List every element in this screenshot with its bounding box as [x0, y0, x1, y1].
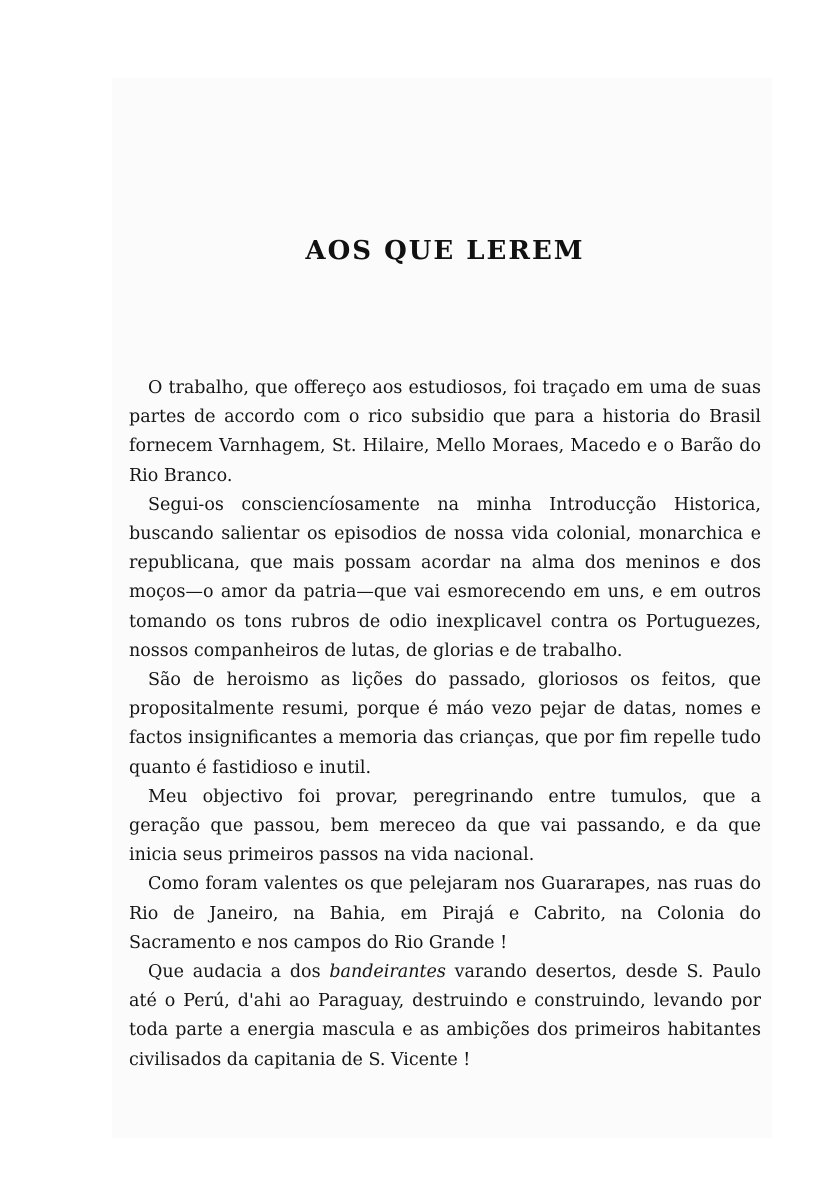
body-text: [129, 374, 761, 1075]
paragraph-6: [129, 958, 761, 1075]
paragraph-5: Como foram valentes os que pelejaram nos Guararapes, nas ruas do Rio de Janeiro, na Bahia, em Pirajá e Cabrito, na Colonia do Sacramento e nos campos do Rio Grande !: [129, 874, 761, 953]
paragraph-1: O trabalho, que offereço aos estudiosos, foi traçado em uma de suas partes de accordo com o rico subsidio que para a historia do Brasil fornecem Varnhagem, St. Hilaire, Mello Moraes, Macedo e o Barão do Rio Branco.: [129, 378, 761, 486]
paragraph-6-end: varando desertos, desde S. Paulo até o Perú, d'ahi ao Paraguay, destruindo e construindo, levando por toda parte a energia mascula e as ambições dos primeiros habitantes civilisados da capitania de S. Vicente !: [129, 962, 761, 1070]
paragraph-6-start: Que audacia a dos: [148, 962, 330, 983]
paragraph-3: São de heroismo as lições do passado, gloriosos os feitos, que propositalmente resumi, porque é máo vezo pejar de datas, nomes e factos insignificantes a memoria das crianças, que por fim repelle tudo quanto é fastidioso e inutil.: [129, 670, 761, 778]
page-title: AOS QUE LEREM: [305, 236, 585, 266]
paragraph-6-italic-word: bandeirantes: [329, 962, 446, 983]
paragraph-2: Segui-os consciencíosamente na minha Introducção Historica, buscando salientar os episodios de nossa vida colonial, monarchica e republicana, que mais possam acordar na alma dos meninos e dos moços—o amor da patria—que vai esmorecendo em uns, e em outros tomando os tons rubros de odio inexplicavel contra os Portuguezes, nossos companheiros de lutas, de glorias e de trabalho.: [129, 494, 761, 661]
paragraph-4: Meu objectivo foi provar, peregrinando entre tumulos, que a geração que passou, bem mereceo da que vai passando, e da que inicia seus primeiros passos na vida nacional.: [129, 786, 761, 866]
